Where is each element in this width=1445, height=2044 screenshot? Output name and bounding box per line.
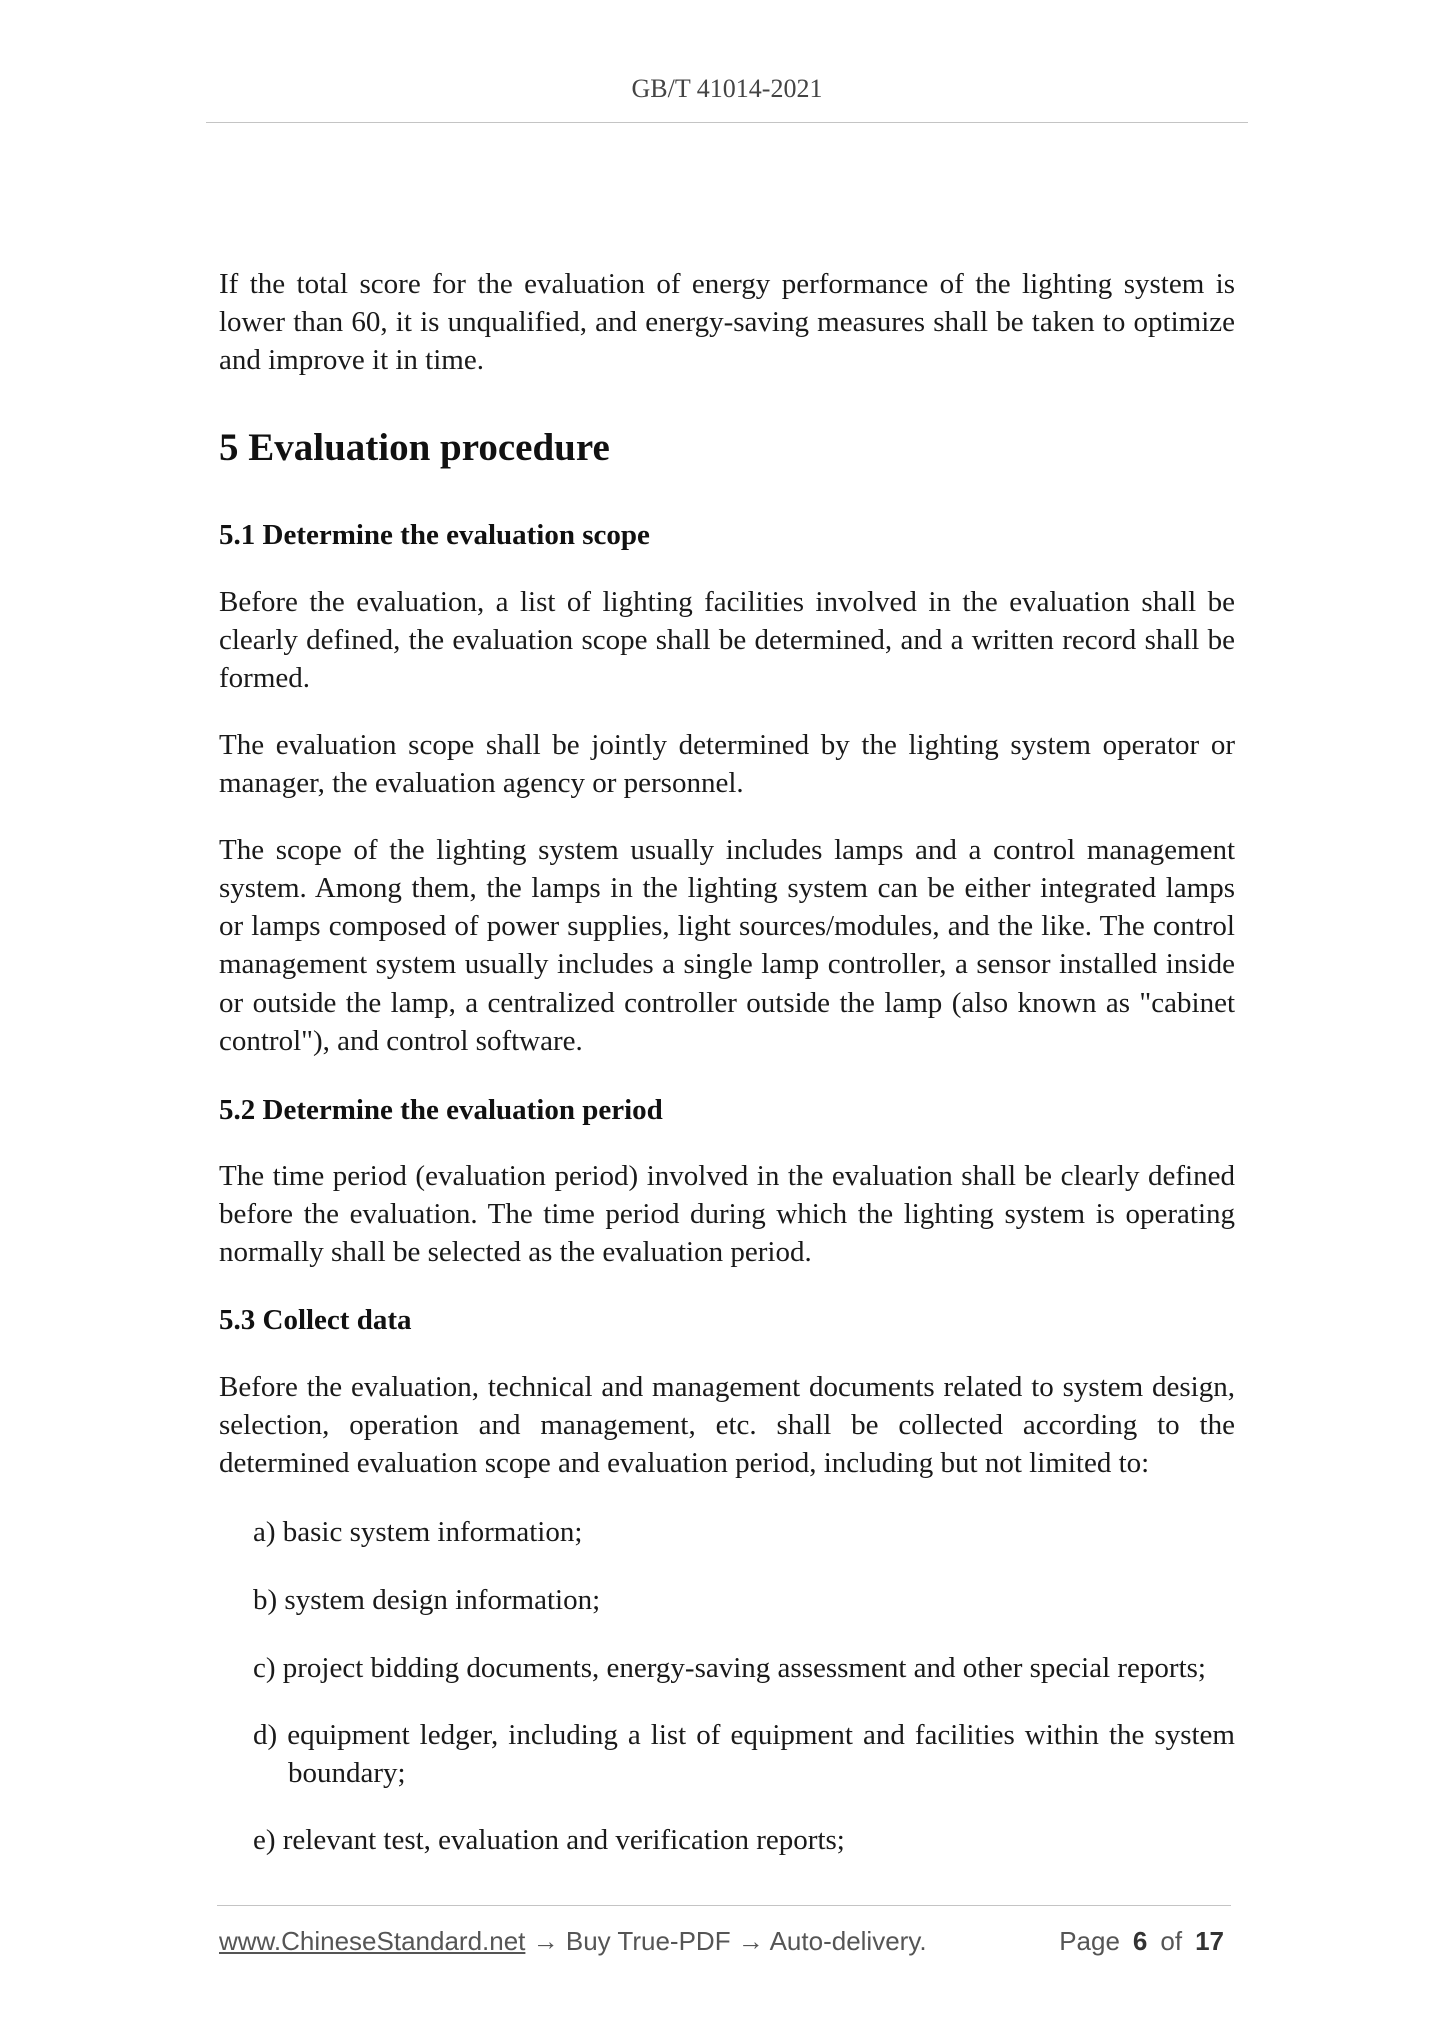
text-line: Before the evaluation, technical and management documents related to system design, — [219, 1371, 1235, 1403]
text-line: management system usually includes a single lamp controller, a sensor installed inside — [219, 948, 1235, 981]
footer-tagline: → Buy True-PDF → Auto-delivery. — [532, 1926, 927, 1956]
paragraph-intro — [219, 265, 1235, 380]
text-line: manager, the evaluation agency or personnel. — [219, 766, 744, 799]
text-line: a) basic system information; — [253, 1515, 583, 1548]
list-item — [253, 1821, 1235, 1859]
header-rule — [206, 122, 1248, 123]
paragraph-5-1-b — [219, 726, 1235, 802]
footer-rule — [217, 1905, 1231, 1906]
text-line: c) project bidding documents, energy-saving assessment and other special reports; — [253, 1652, 1206, 1685]
subsection-heading-5-3: 5.3 Collect data — [219, 1304, 412, 1336]
paragraph-5-1-c — [219, 831, 1235, 1060]
text-line: normally shall be selected as the evaluation period. — [219, 1235, 812, 1268]
text-line: formed. — [219, 661, 310, 694]
list-item — [253, 1716, 1235, 1792]
subsection-heading-5-1: 5.1 Determine the evaluation scope — [219, 518, 650, 551]
page-total: 17 — [1195, 1926, 1224, 1956]
page-label: Page — [1059, 1926, 1120, 1956]
page-of-label: of — [1160, 1926, 1183, 1956]
running-header-title: GB/T 41014-2021 — [631, 74, 823, 103]
text-line: before the evaluation. The time period during which the lighting system is operating — [219, 1197, 1235, 1230]
text-line: lower than 60, it is unqualified, and energy-saving measures shall be taken to optimize — [219, 306, 1235, 339]
paragraph-5-3 — [219, 1368, 1235, 1483]
text-line: and improve it in time. — [219, 344, 484, 377]
text-line: or outside the lamp, a centralized controller outside the lamp (also known as "cabinet — [219, 986, 1235, 1019]
section-heading-5: 5 Evaluation procedure — [219, 426, 610, 469]
paragraph-5-1-a — [219, 583, 1235, 698]
text-line: selection, operation and management, etc. shall be collected according to the — [219, 1409, 1235, 1442]
list-item — [253, 1581, 1235, 1619]
page-indicator — [1059, 1924, 1224, 1958]
page-footer — [219, 1924, 1224, 1958]
text-line: boundary; — [288, 1757, 406, 1790]
text-line: The time period (evaluation period) involved in the evaluation shall be clearly defined — [219, 1159, 1235, 1192]
list-item — [253, 1513, 1235, 1551]
text-line: control"), and control software. — [219, 1024, 583, 1057]
text-line: The evaluation scope shall be jointly determined by the lighting system operator or — [219, 728, 1235, 761]
subsection-heading-5-2: 5.2 Determine the evaluation period — [219, 1094, 663, 1126]
text-line: The scope of the lighting system usually includes lamps and a control management — [219, 833, 1235, 866]
list-item — [253, 1649, 1235, 1687]
text-line: If the total score for the evaluation of energy performance of the lighting system is — [219, 268, 1235, 300]
site-link[interactable]: www.ChineseStandard.net — [219, 1926, 526, 1956]
text-line: or lamps composed of power supplies, light sources/modules, and the like. The control — [219, 910, 1235, 943]
text-line: b) system design information; — [253, 1583, 601, 1616]
text-line: system. Among them, the lamps in the lighting system can be either integrated lamps — [219, 871, 1235, 904]
text-line: clearly defined, the evaluation scope shall be determined, and a written record shall be — [219, 623, 1235, 656]
text-line: Before the evaluation, a list of lighting facilities involved in the evaluation shall be — [219, 585, 1235, 618]
footer-promo — [219, 1924, 927, 1958]
page-number: 6 — [1132, 1926, 1148, 1956]
paragraph-5-2 — [219, 1157, 1235, 1272]
text-line: determined evaluation scope and evaluation period, including but not limited to: — [219, 1447, 1150, 1480]
text-line: d) equipment ledger, including a list of equipment and facilities within the system — [253, 1719, 1235, 1752]
text-line: e) relevant test, evaluation and verification reports; — [253, 1824, 845, 1857]
